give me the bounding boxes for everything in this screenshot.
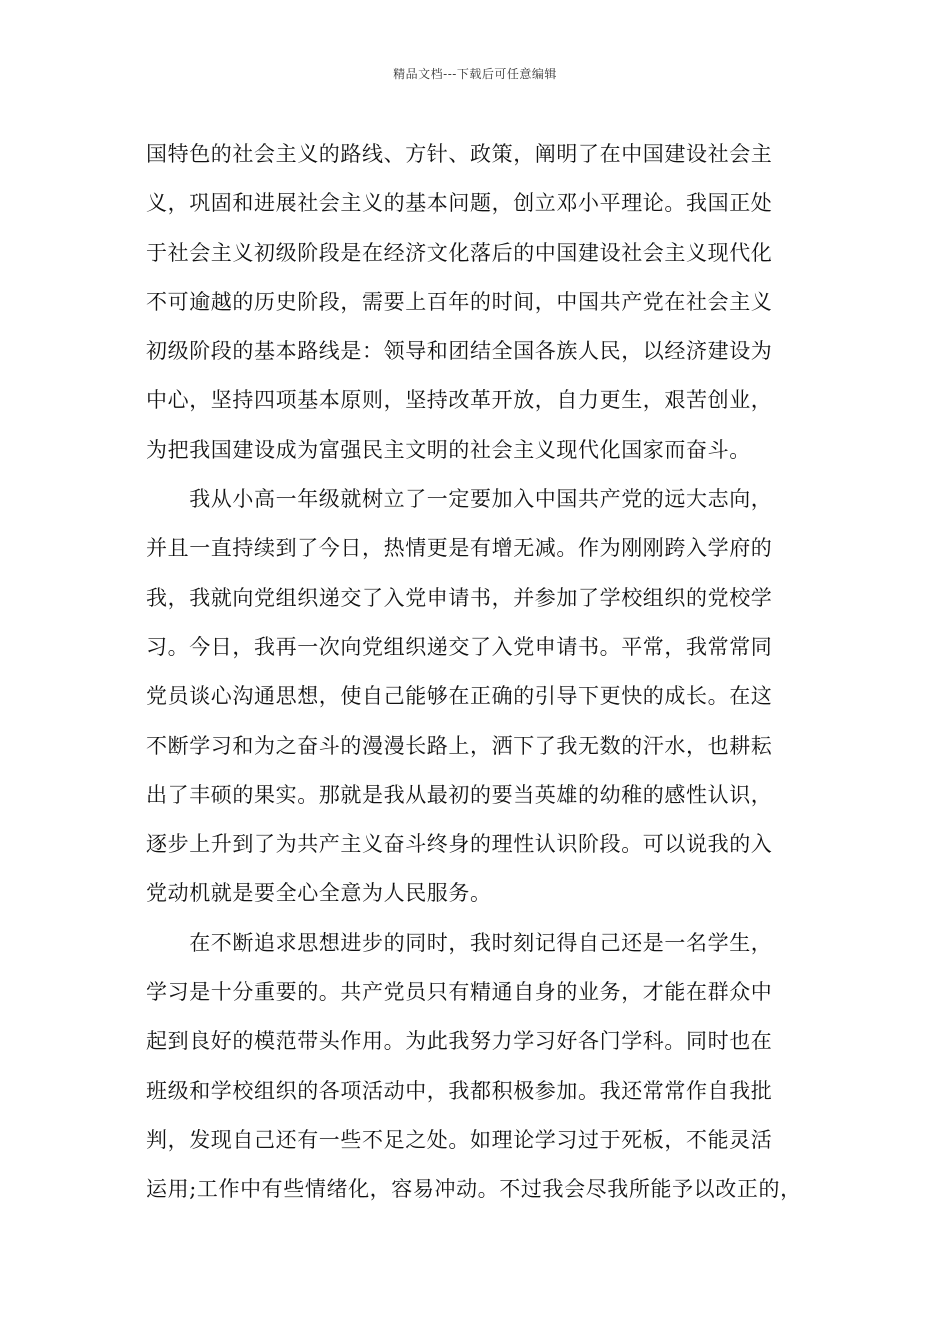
text-line: 国特色的社会主义的路线、方针、政策，阐明了在中国建设社会主: [146, 142, 773, 166]
text-line: 为把我国建设成为富强民主文明的社会主义现代化国家而奋斗。: [146, 437, 751, 462]
text-line: 于社会主义初级阶段是在经济文化落后的中国建设社会主义现代化: [146, 240, 773, 265]
text-line: 判，发现自己还有一些不足之处。如理论学习过于死板，不能灵活: [146, 1127, 773, 1152]
text-line: 初级阶段的基本路线是：领导和团结全国各族人民，以经济建设为: [146, 339, 773, 364]
text-line: 我从小高一年级就树立了一定要加入中国共产党的远大志向，: [146, 487, 773, 512]
document-body: [146, 130, 826, 1215]
text-line: 党动机就是要全心全意为人民服务。: [146, 881, 492, 906]
text-line: 中心，坚持四项基本原则，坚持改革开放，自力更生，艰苦创业，: [146, 388, 773, 413]
text-line: 出了丰硕的果实。那就是我从最初的要当英雄的幼稚的感性认识，: [146, 782, 773, 807]
text-line: 在不断追求思想进步的同时，我时刻记得自己还是一名学生，: [146, 930, 773, 955]
text-line: 不断学习和为之奋斗的漫漫长路上，洒下了我无数的汗水，也耕耘: [146, 733, 773, 758]
text-line: 逐步上升到了为共产主义奋斗终身的理性认识阶段。可以说我的入: [146, 832, 773, 857]
text-line: 不可逾越的历史阶段，需要上百年的时间，中国共产党在社会主义: [146, 289, 773, 314]
text-line: 起到良好的模范带头作用。为此我努力学习好各门学科。同时也在: [146, 1029, 773, 1054]
page-header: 精品文档---下载后可任意编辑: [393, 67, 557, 81]
text-line: 党员谈心沟通思想，使自己能够在正确的引导下更快的成长。在这: [146, 684, 773, 709]
text-line: 我，我就向党组织递交了入党申请书，并参加了学校组织的党校学: [146, 585, 773, 610]
text-line: 义，巩固和进展社会主义的基本问题，创立邓小平理论。我国正处: [146, 191, 773, 216]
text-line: 学习是十分重要的。共产党员只有精通自身的业务，才能在群众中: [146, 980, 773, 1005]
text-line: 并且一直持续到了今日，热情更是有增无减。作为刚刚跨入学府的: [146, 536, 773, 561]
text-line: 习。今日，我再一次向党组织递交了入党申请书。平常，我常常同: [146, 634, 773, 659]
text-line: 运用;工作中有些情绪化，容易冲动。不过我会尽我所能予以改正的，: [146, 1177, 802, 1202]
text-line: 班级和学校组织的各项活动中，我都积极参加。我还常常作自我批: [146, 1078, 773, 1103]
